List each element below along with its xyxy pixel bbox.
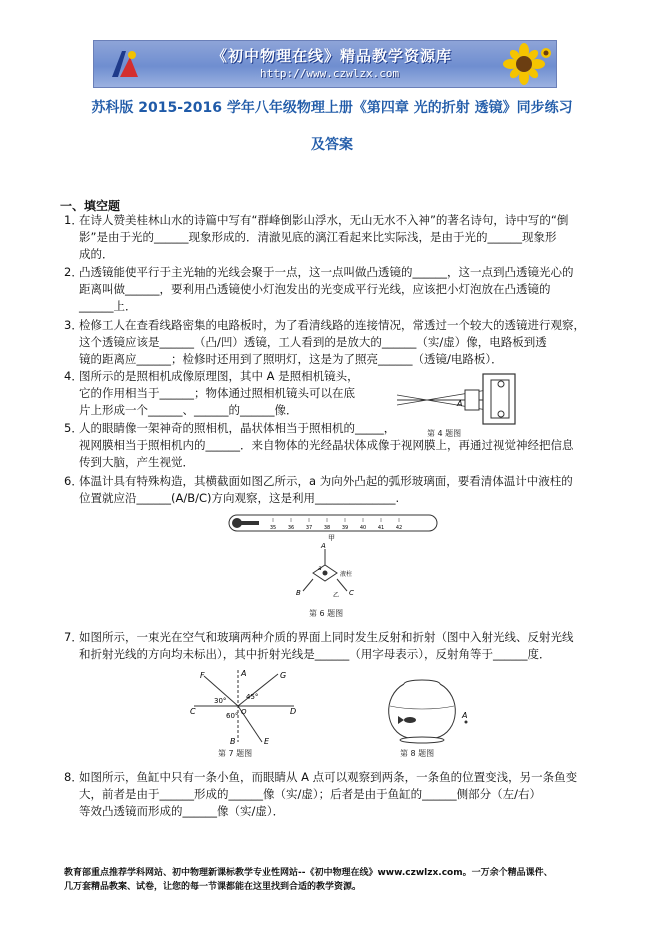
question-number: 2． [64,265,83,279]
question-line: 如图所示，鱼缸中只有一条小鱼，而眼睛从 A 点可以观察到两条，一条鱼的位置变浅，另一条鱼变 [79,770,578,784]
question-line: 在诗人赞美桂林山水的诗篇中写有“群峰倒影山浮水，无山无水不入神”的著名诗句，诗中写的“倒 [79,213,569,227]
question-line: ______上． [79,299,137,313]
figure-label: C [349,589,354,597]
figure-label: A [241,669,247,678]
document-title-continued: 及答案 [311,137,353,153]
question-number: 7． [64,630,83,644]
sunflower-icon [494,43,552,85]
question-line: 它的作用相当于______；物体通过照相机镜头可以在底 [79,386,355,400]
scale-label: 35 [269,525,277,531]
figure-label: 乙 [333,592,340,599]
question-line: 片上形成一个______、______的______像． [79,403,298,417]
question-line: 成的． [79,247,114,261]
figure-label: B [230,737,236,746]
figure-label: B [296,589,301,597]
question-number: 6． [64,474,83,488]
figure-label: A [462,711,468,720]
question-line: 这个透镜应该是______（凸/凹）透镜，工人看到的是放大的______（实/虚）像，电路板到透 [79,335,547,349]
question-number: 5． [64,421,83,435]
figure-8-caption: 第 8 题图 [400,749,435,758]
figure-7-caption: 第 7 题图 [218,749,253,758]
question-line: 位置就应沿______(A/B/C)方向观察，这是利用______________. [79,491,400,505]
figure-label: 45° [246,693,259,701]
scale-label: 40 [359,525,367,531]
figure-8-fishbowl-diagram [378,666,470,746]
figure-label: D [290,707,297,716]
figure-label: 30° [214,697,227,705]
question-line: 传到大脑，产生视觉． [79,455,194,469]
banner-url[interactable]: http://www.czwlzx.com [260,67,400,80]
figure-6-thermometer-diagram [225,509,445,621]
figure-label: E [264,737,270,746]
question-line: 检修工人在查看线路密集的电路板时，为了看清线路的连接情况，常透过一个较大的透镜进行观察， [79,318,585,332]
question-line: 凸透镜能使平行于主光轴的光线会聚于一点，这一点叫做凸透镜的______，这一点到凸透镜光心的 [79,265,574,279]
footer-line: 几万套精品教案、试卷，让您的每一节课都能在这里找到合适的教学资源。 [64,882,362,892]
figure-label: A [457,399,463,408]
scale-label: 41 [377,525,385,531]
figure-label: 甲 [328,534,335,542]
site-logo-icon [108,47,142,81]
question-number: 3． [64,318,83,332]
question-line: 视网膜相当于照相机内的______．来自物体的光经晶状体成像于视网膜上，再通过视觉神经把信息 [79,438,574,452]
section-heading: 一、填空题 [60,199,121,213]
question-line: 等效凸透镜而形成的______像（实/虚）． [79,804,285,818]
question-number: 1． [64,213,83,227]
question-line: 人的眼睛像一架神奇的照相机，晶状体相当于照相机的_____， [79,421,396,435]
page-footer [64,866,624,894]
footer-line: 教育部重点推荐学科网站、初中物理新课标教学专业性网站--《初中物理在线》www.czwlzx.com。一万余个精品课件、 [64,868,553,878]
figure-4-caption: 第 4 题图 [427,429,462,438]
question-line: 和折射光线的方向均未标出），其中折射光线是______（用字母表示），反射角等于______度． [79,647,551,661]
figure-6-caption: 第 6 题图 [309,609,344,618]
site-banner [93,40,557,88]
figure-label: a [318,565,322,572]
question-line: 大，前者是由于______形成的______像（实/虚）；后者是由于鱼缸的______侧部分（左/右） [79,787,541,801]
question-number: 8． [64,770,83,784]
question-line: 影”是由于光的______现象形成的．清澈见底的漓江看起来比实际浅，是由于光的______现象形 [79,230,557,244]
document-title: 苏科版 2015-2016 学年八年级物理上册《第四章 光的折射 透镜》同步练习 [91,100,573,116]
figure-label: 60° [226,712,239,720]
scale-label: 36 [287,525,295,531]
figure-7-refraction-diagram [190,666,300,746]
question-line: 镜的距离应______；检修时还用到了照明灯，这是为了照亮______（透镜/电路板）． [79,352,503,366]
scale-label: 38 [323,525,331,531]
figure-label: F [200,671,205,680]
scale-label: 42 [395,525,403,531]
scale-label: 37 [305,525,313,531]
question-line: 如图所示，一束光在空气和玻璃两种介质的界面上同时发生反射和折射（图中入射光线、反射光线 [79,630,574,644]
figure-label: O [241,708,247,716]
question-number: 4． [64,369,83,383]
banner-title: 《初中物理在线》精品教学资源库 [212,47,453,65]
figure-4-camera-diagram [395,370,525,428]
figure-label: C [190,707,196,716]
figure-label: 液柱 [340,571,353,578]
scale-label: 39 [341,525,349,531]
figure-label: G [280,671,287,680]
question-line: 图所示的是照相机成像原理图，其中 A 是照相机镜头， [79,369,359,383]
question-line: 体温计具有特殊构造，其横截面如图乙所示，a 为向外凸起的弧形玻璃面，要看清体温计中液柱的 [79,474,573,488]
question-line: 距离叫做______，要利用凸透镜使小灯泡发出的光变成平行光线，应该把小灯泡放在凸透镜的 [79,282,551,296]
figure-label: A [321,542,326,550]
